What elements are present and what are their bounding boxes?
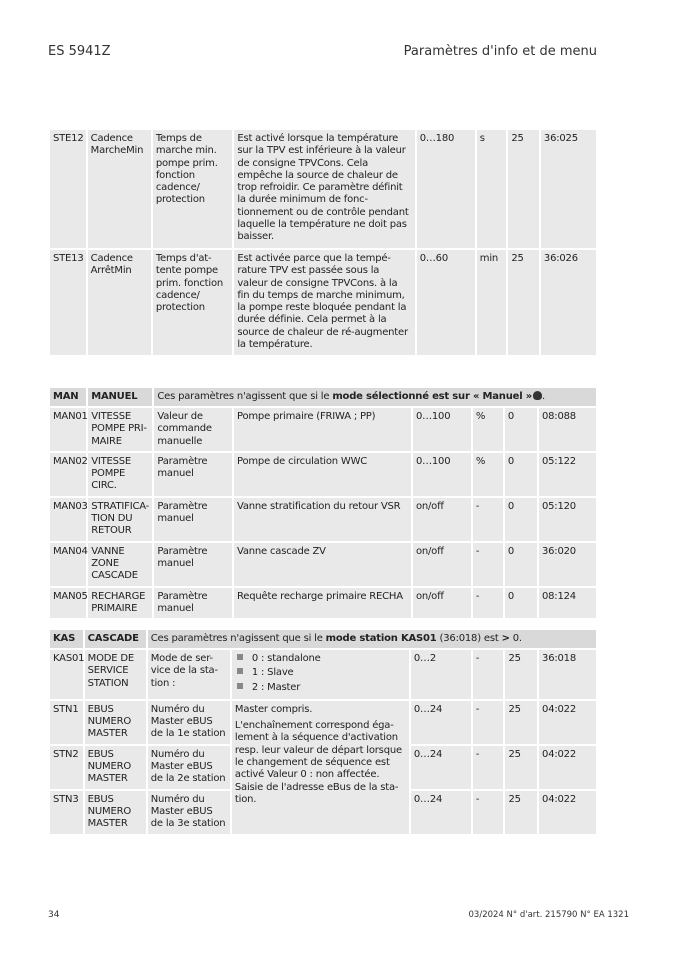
section-note: Ces paramètres n'agissent que si le mode sélectionné est sur « Manuel » . <box>154 388 596 406</box>
param-default: 25 <box>505 701 537 744</box>
param-range: 0…24 <box>411 791 471 834</box>
param-desc: Paramètre manuel <box>154 453 232 496</box>
page-number: 34 <box>48 910 60 920</box>
param-desc: Numéro du Master eBUS de la 1e station <box>148 701 230 744</box>
param-address: 08:088 <box>539 408 596 451</box>
param-info: Vanne stratification du retour VSR <box>234 498 411 541</box>
section-header <box>50 630 596 648</box>
section-code: MAN <box>50 388 86 406</box>
list-item: 1 : Slave <box>235 667 406 679</box>
hand-icon <box>533 391 542 400</box>
param-default: 25 <box>505 650 537 699</box>
section-note: Ces paramètres n'agissent que si le mode station KAS01 (36:018) est > 0. <box>148 630 596 648</box>
param-unit: % <box>473 408 503 451</box>
section-title: Paramètres d'info et de menu <box>403 44 597 59</box>
param-range: 0…24 <box>411 701 471 744</box>
param-unit: - <box>473 650 504 699</box>
param-name: EBUS NUMERO MASTER <box>85 701 146 744</box>
section-code: KAS <box>50 630 83 648</box>
param-desc: Valeur de commande manuelle <box>154 408 232 451</box>
param-address: 05:120 <box>539 498 596 541</box>
table-row <box>50 650 596 699</box>
param-range: 0…2 <box>411 650 471 699</box>
param-default: 25 <box>508 130 539 248</box>
table-row <box>50 498 596 541</box>
param-name: VITESSE POMPE CIRC. <box>88 453 152 496</box>
param-code: STN1 <box>50 701 83 744</box>
param-info: Vanne cascade ZV <box>234 543 411 586</box>
param-range: on/off <box>413 543 471 586</box>
param-name: EBUS NUMERO MASTER <box>85 746 146 789</box>
param-address: 36:025 <box>541 130 596 248</box>
table-row <box>50 408 596 451</box>
param-range: 0…100 <box>413 408 471 451</box>
param-info: Pompe primaire (FRIWA ; PP) <box>234 408 411 451</box>
param-name: EBUS NUMERO MASTER <box>85 791 146 834</box>
param-code: MAN02 <box>50 453 86 496</box>
param-address: 08:124 <box>539 588 596 619</box>
param-name: RECHARGE PRIMAIRE <box>88 588 152 619</box>
param-default: 0 <box>505 588 537 619</box>
param-address: 36:020 <box>539 543 596 586</box>
list-item: 2 : Master <box>235 682 406 694</box>
param-code: STE13 <box>50 250 86 355</box>
table-row <box>50 543 596 586</box>
param-desc: Numéro du Master eBUS de la 2e station <box>148 746 230 789</box>
table-row <box>50 250 596 355</box>
param-code: MAN03 <box>50 498 86 541</box>
param-unit: - <box>473 543 503 586</box>
table-row <box>50 701 596 744</box>
table-row <box>50 453 596 496</box>
param-desc: Paramètre manuel <box>154 543 232 586</box>
param-name: VANNE ZONE CASCADE <box>88 543 152 586</box>
param-code: KAS01 <box>50 650 83 699</box>
param-range: 0…24 <box>411 746 471 789</box>
param-unit: % <box>473 453 503 496</box>
square-bullet-icon <box>237 668 243 674</box>
param-info: Requête recharge primaire RECHA <box>234 588 411 619</box>
param-unit: - <box>473 588 503 619</box>
param-default: 25 <box>505 746 537 789</box>
param-address: 04:022 <box>539 791 596 834</box>
list-item: 0 : standalone <box>235 653 406 665</box>
section-header <box>50 388 596 406</box>
param-name: MODE DE SERVICE STATION <box>85 650 146 699</box>
article-reference: 03/2024 N° d'art. 215790 N° EA 1321 <box>468 910 629 920</box>
param-desc: Paramètre manuel <box>154 498 232 541</box>
param-desc: Paramètre manuel <box>154 588 232 619</box>
param-desc: Temps d'at-tente pompe prim. fonction cadence/ protection <box>153 250 232 355</box>
param-default: 25 <box>505 791 537 834</box>
param-desc: Numéro du Master eBUS de la 3e station <box>148 791 230 834</box>
param-default: 0 <box>505 498 537 541</box>
param-name: VITESSE POMPE PRI-MAIRE <box>88 408 152 451</box>
param-default: 0 <box>505 408 537 451</box>
param-address: 05:122 <box>539 453 596 496</box>
param-code: STN2 <box>50 746 83 789</box>
table-row <box>50 588 596 619</box>
section-title: MANUEL <box>88 388 152 406</box>
param-default: 0 <box>505 453 537 496</box>
param-name: Cadence MarcheMin <box>88 130 151 248</box>
param-range: on/off <box>413 588 471 619</box>
param-name: Cadence ArrêtMin <box>88 250 151 355</box>
param-address: 04:022 <box>539 746 596 789</box>
param-default: 25 <box>508 250 539 355</box>
param-info: Pompe de circulation WWC <box>234 453 411 496</box>
table-row <box>50 130 596 248</box>
param-code: STE12 <box>50 130 86 248</box>
param-range: 0…180 <box>417 130 475 248</box>
param-unit: - <box>473 498 503 541</box>
param-info: Master compris. L'enchaînement correspond éga-lement à la séquence d'activation resp. leur valeur de départ lorsque le changement de séquence est activé Valeur 0 : non affectée. Saisie de l'adresse eBus de la sta-tion. <box>232 701 409 834</box>
param-desc: Temps de marche min. pompe prim. fonction cadence/ protection <box>153 130 232 248</box>
param-address: 04:022 <box>539 701 596 744</box>
param-code: STN3 <box>50 791 83 834</box>
cascade-parameter-table <box>48 628 598 836</box>
param-code: MAN01 <box>50 408 86 451</box>
param-desc: Mode de ser-vice de la sta-tion : <box>148 650 230 699</box>
param-unit: - <box>473 746 504 789</box>
param-address: 36:018 <box>539 650 596 699</box>
param-name: STRATIFICA-TION DU RETOUR <box>88 498 152 541</box>
ste-parameter-table <box>48 128 598 357</box>
param-range: 0…100 <box>413 453 471 496</box>
param-address: 36:026 <box>541 250 596 355</box>
param-code: MAN04 <box>50 543 86 586</box>
square-bullet-icon <box>237 683 243 689</box>
param-unit: min <box>477 250 507 355</box>
param-unit: - <box>473 701 504 744</box>
param-unit: s <box>477 130 507 248</box>
param-code: MAN05 <box>50 588 86 619</box>
param-unit: - <box>473 791 504 834</box>
square-bullet-icon <box>237 654 243 660</box>
param-info: Est activée parce que la tempé-rature TPV est passée sous la valeur de consigne TPVCons. à la fin du temps de marche minimum, la pompe reste bloquée pendant la durée définie. Cela permet à la source de chaleur de ré-augmenter la température. <box>234 250 414 355</box>
section-title: CASCADE <box>85 630 146 648</box>
document-code: ES 5941Z <box>48 44 111 59</box>
param-info: Est activé lorsque la température sur la TPV est inférieure à la valeur de consigne TPVCons. Cela empêche la source de chaleur de trop refroidir. Ce paramètre définit la durée minimum de fonc-tionnement ou de contrôle pendant laquelle la température ne doit pas baisser. <box>234 130 414 248</box>
param-range: 0…60 <box>417 250 475 355</box>
param-range: on/off <box>413 498 471 541</box>
manual-parameter-table <box>48 386 598 620</box>
param-default: 0 <box>505 543 537 586</box>
param-options <box>232 650 409 699</box>
